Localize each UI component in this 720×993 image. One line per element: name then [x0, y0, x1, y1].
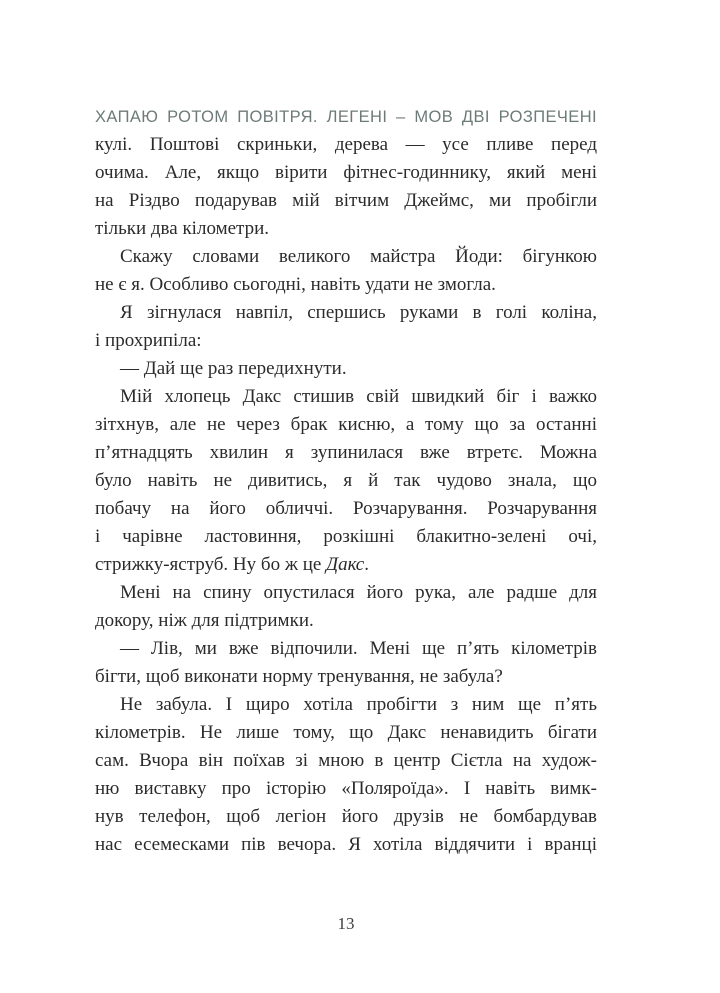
text-line [95, 187, 597, 215]
text-line [95, 691, 597, 719]
text-line [95, 131, 597, 159]
text-line [95, 215, 597, 243]
text-line [95, 719, 597, 747]
text-segment: докору, ніж для підтримки. [95, 610, 314, 631]
text-segment: кулі. Поштові скриньки, дерева — усе пливе перед [95, 134, 597, 155]
text-segment: сам. Вчора він поїхав зі мною в центр Сієтла на худож- [95, 750, 597, 771]
text-line [95, 775, 597, 803]
text-segment: побачу на його обличчі. Розчарування. Розчарування [95, 498, 597, 519]
text-line [95, 495, 597, 523]
text-line [95, 411, 597, 439]
text-segment: Скажу словами великого майстра Йоди: бігункою [120, 246, 597, 267]
italic-text: Дакс [326, 554, 365, 575]
page-number: 13 [337, 914, 355, 933]
text-segment: було навіть не дивитись, я й так чудово знала, що [95, 470, 597, 491]
text-segment: — Дай ще раз передихнути. [120, 358, 347, 379]
text-segment: кілометрів. Не лише тому, що Дакс ненавидить бігати [95, 722, 597, 743]
text-line [95, 355, 597, 383]
text-segment: і чарівне ластовиння, розкішні блакитно-зелені очі, [95, 526, 597, 547]
text-line [95, 747, 597, 775]
text-segment: не є я. Особливо сьогодні, навіть удати не змогла. [95, 274, 496, 295]
text-line [95, 831, 597, 859]
text-line [95, 663, 597, 691]
text-line [95, 551, 597, 579]
text-line [95, 327, 597, 355]
text-segment: нув телефон, щоб легіон його друзів не бомбардував [95, 806, 597, 827]
text-line [95, 635, 597, 663]
body-text [95, 131, 597, 859]
text-line [95, 299, 597, 327]
text-line [95, 523, 597, 551]
text-line [95, 467, 597, 495]
text-segment: ню виставку про історію «Поляроїда». І навіть вимк- [95, 778, 597, 799]
text-segment: на Різдво подарував мій вітчим Джеймс, ми пробігли [95, 190, 597, 211]
text-line [95, 803, 597, 831]
text-line [95, 159, 597, 187]
text-line [95, 607, 597, 635]
text-segment: Не забула. І щиро хотіла пробігти з ним ще п’ять [120, 694, 597, 715]
text-segment: тільки два кілометри. [95, 218, 269, 239]
text-segment: Я зігнулася навпіл, спершись руками в голі коліна, [120, 302, 597, 323]
text-line [95, 579, 597, 607]
text-segment: п’ятнадцять хвилин я зупинилася вже втретє. Можна [95, 442, 597, 463]
text-segment: нас есемесками пів вечора. Я хотіла віддячити і вранці [95, 834, 597, 855]
text-segment: і прохрипіла: [95, 330, 202, 351]
text-segment: Мій хлопець Дакс стишив свій швидкий біг і важко [120, 386, 597, 407]
text-line [95, 243, 597, 271]
text-segment: зітхнув, але не через брак кисню, а тому що за останні [95, 414, 597, 435]
text-line [95, 271, 597, 299]
text-segment: бігти, щоб виконати норму тренування, не забула? [95, 666, 503, 687]
text-segment: — Лів, ми вже відпочили. Мені ще п’ять кілометрів [120, 638, 597, 659]
text-line [95, 383, 597, 411]
text-line [95, 439, 597, 467]
text-segment: стрижку-яструб. Ну бо ж це [95, 554, 327, 575]
text-segment: . [364, 554, 369, 575]
chapter-opening-caps: ХАПАЮ РОТОМ ПОВІТРЯ. ЛЕГЕНІ – МОВ ДВІ РОЗПЕЧЕНІ [95, 108, 597, 126]
text-segment: очима. Але, якщо вірити фітнес-годиннику, який мені [95, 162, 597, 183]
text-segment: Мені на спину опустилася його рука, але радше для [120, 582, 597, 603]
text-block [95, 103, 597, 859]
